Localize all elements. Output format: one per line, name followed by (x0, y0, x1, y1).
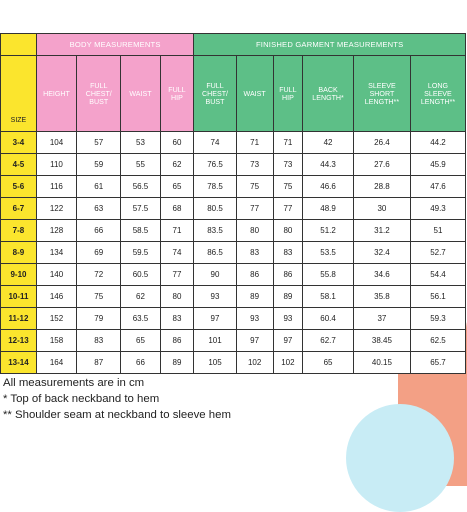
table-cell: 49.3 (410, 198, 465, 220)
table-cell: 101 (194, 330, 236, 352)
column-header-waist: WAIST (121, 56, 160, 132)
table-cell: 51 (410, 220, 465, 242)
table-cell: 83 (160, 308, 194, 330)
table-cell: 93 (194, 286, 236, 308)
table-cell: 72 (77, 264, 121, 286)
table-cell: 97 (194, 308, 236, 330)
table-cell: 105 (194, 352, 236, 374)
column-header-size: SIZE (1, 56, 37, 132)
header-line: FULL (279, 85, 297, 94)
table-cell: 76.5 (194, 154, 236, 176)
size-cell: 5-6 (1, 176, 37, 198)
table-cell: 57 (77, 132, 121, 154)
header-line: BUST (89, 97, 109, 106)
table-cell: 44.2 (410, 132, 465, 154)
table-cell: 44.3 (303, 154, 354, 176)
table-cell: 73 (236, 154, 273, 176)
table-cell: 73 (273, 154, 303, 176)
table-cell: 66 (77, 220, 121, 242)
table-cell: 83 (236, 242, 273, 264)
column-header-garment-full-chest-bust (194, 56, 236, 132)
table-cell: 75 (273, 176, 303, 198)
table-cell: 63.5 (121, 308, 160, 330)
corner-cell (1, 34, 37, 56)
table-cell: 48.9 (303, 198, 354, 220)
table-cell: 77 (160, 264, 194, 286)
table-cell: 59.5 (121, 242, 160, 264)
table-cell: 86 (273, 264, 303, 286)
table-cell: 71 (236, 132, 273, 154)
table-cell: 65 (121, 330, 160, 352)
size-chart-table (0, 33, 466, 374)
column-header-full-hip (160, 56, 194, 132)
body-measurements-header: BODY MEASUREMENTS (36, 34, 193, 56)
table-cell: 65 (303, 352, 354, 374)
table-cell: 56.5 (121, 176, 160, 198)
table-cell: 83 (273, 242, 303, 264)
table-cell: 56.1 (410, 286, 465, 308)
table-cell: 53 (121, 132, 160, 154)
table-cell: 60 (160, 132, 194, 154)
table-row (1, 198, 466, 220)
table-cell: 71 (273, 132, 303, 154)
table-row (1, 264, 466, 286)
header-line: LENGTH** (420, 97, 456, 106)
header-line: LONG (427, 81, 449, 90)
table-cell: 61 (77, 176, 121, 198)
table-cell: 75 (77, 286, 121, 308)
table-cell: 59.3 (410, 308, 465, 330)
table-cell: 152 (36, 308, 76, 330)
table-cell: 79 (77, 308, 121, 330)
table-cell: 68 (160, 198, 194, 220)
table-cell: 54.4 (410, 264, 465, 286)
table-row (1, 132, 466, 154)
header-line: BUST (205, 97, 225, 106)
header-line: LENGTH* (312, 93, 344, 102)
table-cell: 63 (77, 198, 121, 220)
table-cell: 69 (77, 242, 121, 264)
header-line: CHEST/ (202, 89, 229, 98)
table-cell: 97 (236, 330, 273, 352)
table-cell: 89 (273, 286, 303, 308)
table-cell: 30 (353, 198, 410, 220)
table-cell: 62.5 (410, 330, 465, 352)
header-line: CHEST/ (85, 89, 112, 98)
table-cell: 58.1 (303, 286, 354, 308)
table-cell: 164 (36, 352, 76, 374)
table-row (1, 352, 466, 374)
column-header-sleeve-short-length (353, 56, 410, 132)
header-line: LENGTH** (364, 97, 400, 106)
size-cell: 4-5 (1, 154, 37, 176)
table-cell: 104 (36, 132, 76, 154)
header-line: SHORT (369, 89, 395, 98)
table-cell: 83 (77, 330, 121, 352)
units-note: All measurements are in cm (3, 377, 145, 389)
table-cell: 93 (273, 308, 303, 330)
table-cell: 34.6 (353, 264, 410, 286)
table-cell: 60.4 (303, 308, 354, 330)
size-cell: 12-13 (1, 330, 37, 352)
size-cell: 6-7 (1, 198, 37, 220)
column-header-full-chest-bust (77, 56, 121, 132)
table-cell: 146 (36, 286, 76, 308)
column-header-garment-waist: WAIST (236, 56, 273, 132)
table-cell: 32.4 (353, 242, 410, 264)
table-cell: 80 (236, 220, 273, 242)
table-cell: 55.8 (303, 264, 354, 286)
header-line: FULL (168, 85, 186, 94)
column-header-back-length (303, 56, 354, 132)
table-cell: 35.8 (353, 286, 410, 308)
table-cell: 52.7 (410, 242, 465, 264)
table-cell: 60.5 (121, 264, 160, 286)
table-cell: 45.9 (410, 154, 465, 176)
table-cell: 28.8 (353, 176, 410, 198)
table-cell: 80 (273, 220, 303, 242)
size-cell: 8-9 (1, 242, 37, 264)
table-cell: 71 (160, 220, 194, 242)
table-cell: 66 (121, 352, 160, 374)
table-cell: 65 (160, 176, 194, 198)
sleeve-note: ** Shoulder seam at neckband to sleeve hem (3, 409, 231, 421)
header-line: HIP (171, 93, 183, 102)
size-cell: 3-4 (1, 132, 37, 154)
table-cell: 51.2 (303, 220, 354, 242)
table-cell: 83.5 (194, 220, 236, 242)
table-cell: 86 (160, 330, 194, 352)
table-row (1, 286, 466, 308)
table-cell: 89 (160, 352, 194, 374)
header-line: FULL (90, 81, 108, 90)
table-cell: 80 (160, 286, 194, 308)
table-cell: 58.5 (121, 220, 160, 242)
table-cell: 140 (36, 264, 76, 286)
table-cell: 102 (236, 352, 273, 374)
header-line: SLEEVE (424, 89, 452, 98)
column-header-garment-full-hip (273, 56, 303, 132)
table-row (1, 242, 466, 264)
table-cell: 31.2 (353, 220, 410, 242)
header-line: BACK (318, 85, 338, 94)
table-cell: 77 (273, 198, 303, 220)
table-cell: 65.7 (410, 352, 465, 374)
table-cell: 128 (36, 220, 76, 242)
footnotes (3, 375, 231, 423)
table-cell: 80.5 (194, 198, 236, 220)
table-cell: 90 (194, 264, 236, 286)
table-cell: 110 (36, 154, 76, 176)
size-cell: 9-10 (1, 264, 37, 286)
size-cell: 10-11 (1, 286, 37, 308)
header-line: HIP (281, 93, 294, 102)
table-row (1, 154, 466, 176)
table-cell: 59 (77, 154, 121, 176)
table-cell: 86.5 (194, 242, 236, 264)
table-cell: 102 (273, 352, 303, 374)
table-cell: 27.6 (353, 154, 410, 176)
size-cell: 7-8 (1, 220, 37, 242)
table-cell: 75 (236, 176, 273, 198)
table-cell: 62.7 (303, 330, 354, 352)
table-body (1, 132, 466, 374)
column-header-long-sleeve-length (410, 56, 465, 132)
table-cell: 134 (36, 242, 76, 264)
decorative-blue-circle (346, 404, 454, 512)
table-cell: 38.45 (353, 330, 410, 352)
table-cell: 158 (36, 330, 76, 352)
table-cell: 37 (353, 308, 410, 330)
header-line: FULL (206, 81, 224, 90)
header-line: SLEEVE (368, 81, 396, 90)
table-cell: 55 (121, 154, 160, 176)
table-row (1, 330, 466, 352)
table-cell: 78.5 (194, 176, 236, 198)
table-cell: 42 (303, 132, 354, 154)
table-cell: 122 (36, 198, 76, 220)
finished-garment-header: FINISHED GARMENT MEASUREMENTS (194, 34, 466, 56)
table-cell: 47.6 (410, 176, 465, 198)
table-cell: 97 (273, 330, 303, 352)
table-cell: 93 (236, 308, 273, 330)
size-cell: 11-12 (1, 308, 37, 330)
table-cell: 62 (121, 286, 160, 308)
table-cell: 62 (160, 154, 194, 176)
table-cell: 53.5 (303, 242, 354, 264)
table-row (1, 220, 466, 242)
table-cell: 74 (160, 242, 194, 264)
table-row (1, 308, 466, 330)
back-length-note: * Top of back neckband to hem (3, 393, 160, 405)
table-cell: 89 (236, 286, 273, 308)
size-cell: 13-14 (1, 352, 37, 374)
table-cell: 46.6 (303, 176, 354, 198)
column-header-height: HEIGHT (36, 56, 76, 132)
table-cell: 26.4 (353, 132, 410, 154)
table-cell: 116 (36, 176, 76, 198)
table-cell: 86 (236, 264, 273, 286)
table-cell: 77 (236, 198, 273, 220)
table-cell: 40.15 (353, 352, 410, 374)
table-cell: 87 (77, 352, 121, 374)
table-cell: 74 (194, 132, 236, 154)
table-cell: 57.5 (121, 198, 160, 220)
table-row (1, 176, 466, 198)
